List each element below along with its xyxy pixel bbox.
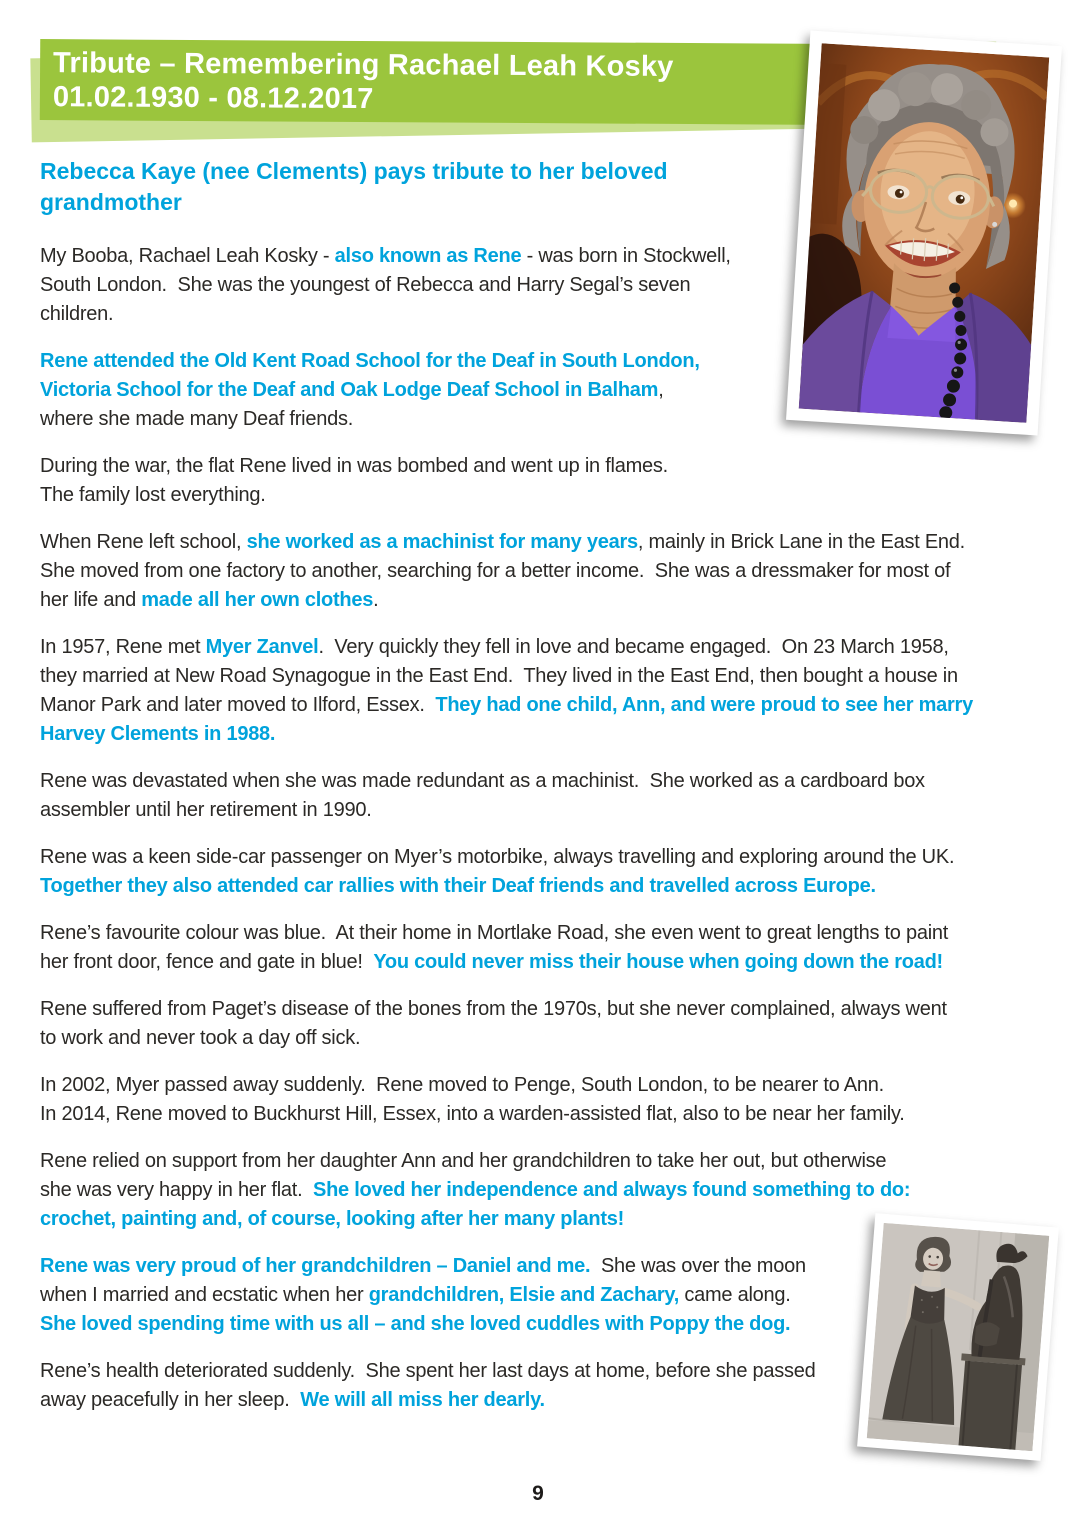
highlighted-text: Myer Zanvel: [205, 636, 319, 658]
text-segment: Manor Park and later moved to Ilford, Essex.: [40, 694, 436, 716]
text-segment: where she made many Deaf friends.: [40, 408, 354, 430]
text-line: [40, 948, 1036, 977]
text-line: [40, 1147, 1036, 1176]
text-segment: During the war, the flat Rene lived in was bombed and went up in flames.: [40, 455, 668, 477]
highlighted-text: she worked as a machinist for many years: [246, 531, 638, 553]
photo-rene-young-statue: [857, 1213, 1059, 1461]
text-segment: In 1957, Rene met: [40, 636, 206, 658]
text-segment: Rene was devastated when she was made redundant as a machinist. She worked as a cardboard box: [40, 770, 925, 792]
text-segment: to work and never took a day off sick.: [40, 1027, 361, 1049]
text-segment: In 2014, Rene moved to Buckhurst Hill, Essex, into a warden-assisted flat, also to be near her family.: [40, 1103, 905, 1125]
paragraph: [40, 1071, 1036, 1129]
text-line: [40, 452, 1036, 481]
text-line: [40, 919, 1036, 948]
text-segment: . Very quickly they fell in love and became engaged. On 23 March 1958,: [318, 636, 949, 658]
text-segment: ,: [658, 379, 664, 401]
text-line: [40, 1176, 1036, 1205]
highlighted-text: Together they also attended car rallies with their Deaf friends and travelled across Europe.: [40, 875, 876, 897]
text-segment: She was over the moon: [590, 1255, 806, 1277]
paragraph: [40, 919, 1036, 977]
text-segment: Rene suffered from Paget’s disease of the bones from the 1970s, but she never complained, always went: [40, 998, 947, 1020]
paragraph: [40, 995, 1036, 1053]
text-segment: children.: [40, 303, 114, 325]
page-number: 9: [532, 1482, 544, 1505]
paragraph: [40, 528, 1036, 615]
paragraph: [40, 452, 1036, 510]
text-line: [40, 633, 1036, 662]
paragraph: [40, 767, 1036, 825]
text-segment: her front door, fence and gate in blue!: [40, 951, 374, 973]
text-line: [40, 1071, 1036, 1100]
page-title-line1: Tribute – Remembering Rachael Leah Kosky: [53, 47, 674, 83]
text-segment: came along.: [679, 1284, 791, 1306]
highlighted-text: Rene was very proud of her grandchildren – Daniel and me.: [40, 1255, 591, 1277]
text-line: [40, 662, 1036, 691]
text-line: [40, 691, 1036, 720]
highlighted-text: They had one child, Ann, and were proud to see her marry: [435, 694, 973, 716]
text-segment: , mainly in Brick Lane in the East End.: [637, 531, 965, 553]
highlighted-text: Rene attended the Old Kent Road School for the Deaf in South London,: [40, 350, 700, 372]
highlighted-text: She loved spending time with us all – and she loved cuddles with Poppy the dog.: [40, 1313, 791, 1335]
text-segment: Rene relied on support from her daughter Ann and her grandchildren to take her out, but otherwise: [40, 1150, 887, 1172]
text-segment: assembler until her retirement in 1990.: [40, 799, 372, 821]
text-segment: away peacefully in her sleep.: [40, 1389, 301, 1411]
text-line: [40, 586, 1036, 615]
highlighted-text: made all her own clothes: [141, 589, 374, 611]
subtitle-line2: grandmother: [40, 189, 182, 215]
text-segment: - was born in Stockwell,: [521, 245, 731, 267]
highlighted-text: She loved her independence and always found something to do:: [313, 1179, 911, 1201]
page-title-line2: 01.02.1930 - 08.12.2017: [52, 81, 374, 116]
text-line: [40, 720, 1036, 749]
text-line: [40, 843, 1036, 872]
text-line: [40, 995, 1036, 1024]
text-segment: In 2002, Myer passed away suddenly. Rene moved to Penge, South London, to be nearer to Ann.: [40, 1074, 884, 1096]
highlighted-text: Harvey Clements in 1988.: [40, 723, 276, 745]
photo-rene-portrait: [786, 30, 1062, 435]
paragraph: [40, 843, 1036, 901]
highlighted-text: crochet, painting and, of course, looking after her many plants!: [40, 1208, 625, 1230]
text-segment: she was very happy in her flat.: [40, 1179, 313, 1201]
highlighted-text: We will all miss her dearly.: [300, 1389, 545, 1411]
highlighted-text: Victoria School for the Deaf and Oak Lodge Deaf School in Balham: [40, 379, 659, 401]
text-line: [40, 872, 1036, 901]
highlighted-text: grandchildren, Elsie and Zachary,: [368, 1284, 680, 1306]
text-segment: Rene’s favourite colour was blue. At their home in Mortlake Road, she even went to great lengths to paint: [40, 922, 949, 944]
text-line: [40, 1100, 1036, 1129]
text-segment: Rene was a keen side-car passenger on Myer’s motorbike, always travelling and exploring around the UK.: [40, 846, 955, 868]
paragraph: [40, 633, 1036, 749]
text-line: [40, 481, 1036, 510]
text-segment: She moved from one factory to another, searching for a better income. She was a dressmaker for most of: [40, 560, 951, 582]
text-segment: When Rene left school,: [40, 531, 247, 553]
text-segment: My Booba, Rachael Leah Kosky -: [40, 245, 335, 267]
highlighted-text: You could never miss their house when going down the road!: [373, 951, 943, 973]
text-line: [40, 557, 1036, 586]
text-line: [40, 767, 1036, 796]
text-line: [40, 528, 1036, 557]
text-line: [40, 1024, 1036, 1053]
text-segment: South London. She was the youngest of Rebecca and Harry Segal’s seven: [40, 274, 691, 296]
subtitle-line1: Rebecca Kaye (nee Clements) pays tribute to her beloved: [40, 158, 668, 184]
statue-photo-illustration: [867, 1223, 1049, 1451]
text-line: [40, 796, 1036, 825]
text-segment: they married at New Road Synagogue in the East End. They lived in the East End, then bought a house in: [40, 665, 958, 687]
highlighted-text: also known as Rene: [334, 245, 522, 267]
text-segment: Rene’s health deteriorated suddenly. She spent her last days at home, before she passed: [40, 1360, 816, 1382]
portrait-illustration: [799, 43, 1050, 423]
text-segment: her life and: [40, 589, 142, 611]
text-segment: when I married and ecstatic when her: [40, 1284, 369, 1306]
text-segment: The family lost everything.: [40, 484, 266, 506]
text-segment: .: [373, 589, 379, 611]
